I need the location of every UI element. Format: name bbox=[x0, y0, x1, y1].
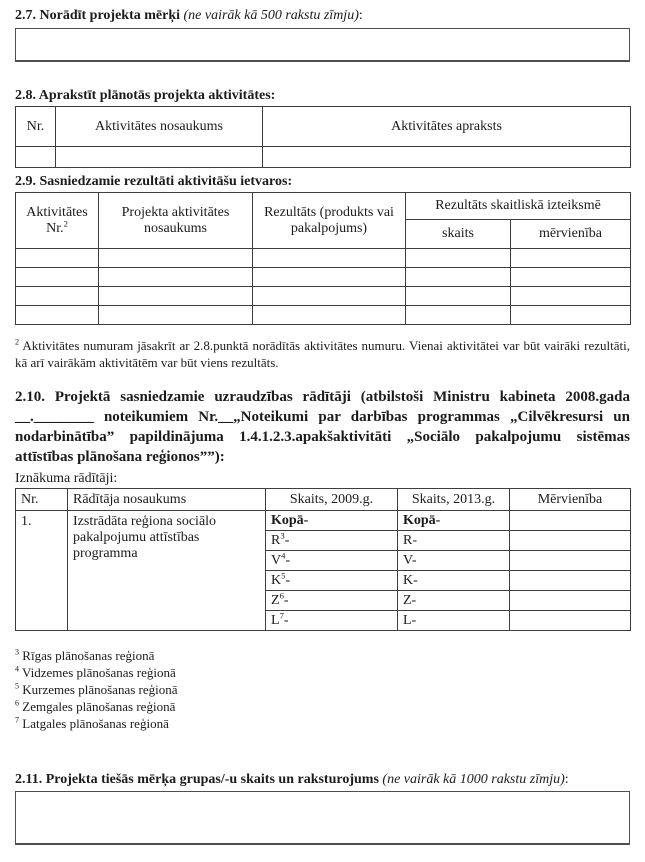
col-header-unit: mērvienība bbox=[511, 220, 631, 249]
table-row bbox=[16, 147, 631, 168]
cell-count[interactable] bbox=[406, 249, 511, 268]
section-2-11-colon: : bbox=[564, 772, 569, 787]
cell-2009-total[interactable]: Kopā- bbox=[266, 511, 398, 531]
cell-activity-description[interactable] bbox=[263, 147, 631, 168]
col-header-result: Rezultāts (produkts vai pakalpojums) bbox=[253, 193, 406, 249]
results-table bbox=[15, 192, 631, 325]
cell-activity-nr[interactable] bbox=[16, 268, 99, 287]
cell-activity-name[interactable] bbox=[99, 249, 253, 268]
cell-count[interactable] bbox=[406, 306, 511, 325]
cell-activity-name[interactable] bbox=[99, 287, 253, 306]
cell-count[interactable] bbox=[406, 287, 511, 306]
cell-activity-nr[interactable] bbox=[16, 249, 99, 268]
cell-2009-riga[interactable]: $R^3-$ bbox=[266, 531, 398, 551]
section-2-7-title: 2.7. Norādīt projekta mērķi bbox=[15, 8, 180, 23]
section-2-8-heading bbox=[15, 88, 630, 104]
footnote-7-marker: 7 bbox=[15, 715, 20, 725]
cell-2009-vidzeme[interactable]: $V^4-$ bbox=[266, 551, 398, 571]
section-2-7-heading bbox=[15, 8, 630, 24]
cell-activity-nr[interactable] bbox=[16, 306, 99, 325]
footnote-ref-5: 5 bbox=[281, 570, 286, 580]
cell-2013-zemgale[interactable]: Z- bbox=[398, 591, 510, 611]
cell-result[interactable] bbox=[253, 268, 406, 287]
footnote-4-marker: 4 bbox=[15, 664, 20, 674]
footnote-5 bbox=[15, 681, 630, 698]
cell-unit[interactable] bbox=[510, 531, 631, 551]
col-header-nr: Nr. bbox=[16, 107, 56, 147]
footnote-6-text: Zemgales plānošanas reģionā bbox=[22, 699, 176, 714]
output-indicators-label: Iznākuma rādītāji: bbox=[15, 471, 118, 486]
cell-2009-zemgale[interactable]: $Z^6-$ bbox=[266, 591, 398, 611]
activities-table bbox=[15, 106, 631, 168]
col-header-result-numeric-group: Rezultāts skaitliskā izteiksmē bbox=[406, 193, 631, 220]
footnote-7-text: Latgales plānošanas reģionā bbox=[22, 716, 169, 731]
footnote-ref-2: 2 bbox=[63, 217, 68, 228]
cell-unit[interactable] bbox=[510, 551, 631, 571]
results-table-header-row bbox=[16, 193, 631, 220]
col-header-activity-description: Aktivitātes apraksts bbox=[263, 107, 631, 147]
table-row bbox=[16, 306, 631, 325]
footnote-ref-6: 6 bbox=[279, 590, 284, 600]
col-header-activity-name: Aktivitātes nosaukums bbox=[56, 107, 263, 147]
col-header-activity-nr: Aktivitātes Nr.$^2$ bbox=[16, 193, 99, 249]
footnote-2-marker: 2 bbox=[15, 337, 20, 347]
footnote-3-text: Rīgas plānošanas reģionā bbox=[22, 648, 155, 663]
table-row bbox=[16, 249, 631, 268]
activities-table-header-row bbox=[16, 107, 631, 147]
cell-count[interactable] bbox=[406, 268, 511, 287]
cell-unit[interactable] bbox=[510, 571, 631, 591]
cell-indicator-nr: 1. bbox=[16, 511, 68, 631]
footnote-5-text: Kurzemes plānošanas reģionā bbox=[22, 682, 178, 697]
section-2-7-colon: : bbox=[358, 8, 363, 23]
indicators-table-header-row bbox=[16, 489, 631, 511]
table-row bbox=[16, 511, 631, 531]
region-footnotes bbox=[15, 647, 630, 732]
section-2-10-heading: 2.10. Projektā sasniedzamie uzraudzības rādītāji (atbilstoši Ministru kabineta 2008.gada __.________ noteikumiem Nr.__„Noteikumi par darbības programmas „Cilvēkresursi un nodarbinātība” papildinājuma 1.4.1.2.3.apakšaktivitāti „Sociālo pakalpojumu sistēmas attīstības plānošana reģionos””): bbox=[15, 389, 630, 465]
cell-nr[interactable] bbox=[16, 147, 56, 168]
footnote-6-marker: 6 bbox=[15, 698, 20, 708]
footnote-5-marker: 5 bbox=[15, 681, 20, 691]
section-2-7-note: (ne vairāk kā 500 rakstu zīmju) bbox=[183, 8, 359, 23]
cell-2013-riga[interactable]: R- bbox=[398, 531, 510, 551]
cell-unit[interactable] bbox=[511, 306, 631, 325]
output-indicators-table bbox=[15, 488, 631, 631]
cell-2013-latgale[interactable]: L- bbox=[398, 611, 510, 631]
footnote-2-text: Aktivitātes numuram jāsakrīt ar 2.8.punktā norādītās aktivitātes numuru. Vienai aktivitātei var būt vairāki rezultāti, kā arī vairākām aktivitātēm var būt viens rezultāts. bbox=[15, 338, 630, 370]
cell-indicator-name: Izstrādāta reģiona sociālo pakalpojumu attīstības programma bbox=[68, 511, 266, 631]
cell-unit[interactable] bbox=[511, 287, 631, 306]
table-row bbox=[16, 287, 631, 306]
footnote-ref-7: 7 bbox=[279, 610, 284, 620]
cell-2013-total[interactable]: Kopā- bbox=[398, 511, 510, 531]
footnote-ref-4: 4 bbox=[281, 550, 286, 560]
cell-2013-kurzeme[interactable]: K- bbox=[398, 571, 510, 591]
section-2-8-title: 2.8. Aprakstīt plānotās projekta aktivitātes: bbox=[15, 88, 276, 103]
cell-activity-name[interactable] bbox=[99, 268, 253, 287]
cell-unit[interactable] bbox=[510, 591, 631, 611]
section-2-11-heading bbox=[15, 772, 630, 788]
cell-unit[interactable] bbox=[511, 249, 631, 268]
section-2-9-title: 2.9. Sasniedzamie rezultāti aktivitāšu ietvaros: bbox=[15, 174, 293, 189]
target-group-input-box[interactable] bbox=[15, 791, 630, 845]
footnote-2 bbox=[15, 337, 630, 371]
cell-activity-name[interactable] bbox=[99, 306, 253, 325]
project-goal-input-box[interactable] bbox=[15, 28, 630, 62]
col-header-unit: Mērvienība bbox=[510, 489, 631, 511]
footnote-4-text: Vidzemes plānošanas reģionā bbox=[22, 665, 176, 680]
col-header-project-activity-name: Projekta aktivitātes nosaukums bbox=[99, 193, 253, 249]
col-header-nr: Nr. bbox=[16, 489, 68, 511]
col-header-count-2009: Skaits, 2009.g. bbox=[266, 489, 398, 511]
cell-unit[interactable] bbox=[511, 268, 631, 287]
section-2-9-heading bbox=[15, 174, 630, 190]
cell-activity-nr[interactable] bbox=[16, 287, 99, 306]
cell-2013-vidzeme[interactable]: V- bbox=[398, 551, 510, 571]
cell-2009-latgale[interactable]: $L^7-$ bbox=[266, 611, 398, 631]
footnote-3 bbox=[15, 647, 630, 664]
footnote-ref-3: 3 bbox=[280, 530, 285, 540]
section-2-11-note: (ne vairāk kā 1000 rakstu zīmju) bbox=[382, 772, 565, 787]
footnote-6 bbox=[15, 698, 630, 715]
cell-result[interactable] bbox=[253, 287, 406, 306]
col-header-indicator-name: Rādītāja nosaukums bbox=[68, 489, 266, 511]
cell-2009-kurzeme[interactable]: $K^5-$ bbox=[266, 571, 398, 591]
footnote-7 bbox=[15, 715, 630, 732]
cell-unit[interactable] bbox=[510, 511, 631, 531]
cell-activity-name[interactable] bbox=[56, 147, 263, 168]
footnote-4 bbox=[15, 664, 630, 681]
footnote-3-marker: 3 bbox=[15, 647, 20, 657]
cell-result[interactable] bbox=[253, 306, 406, 325]
cell-unit[interactable] bbox=[510, 611, 631, 631]
table-row bbox=[16, 268, 631, 287]
col-header-count-2013: Skaits, 2013.g. bbox=[398, 489, 510, 511]
section-2-11-title: 2.11. Projekta tiešās mērķa grupas/-u skaits un raksturojums bbox=[15, 772, 379, 787]
cell-result[interactable] bbox=[253, 249, 406, 268]
col-header-count: skaits bbox=[406, 220, 511, 249]
